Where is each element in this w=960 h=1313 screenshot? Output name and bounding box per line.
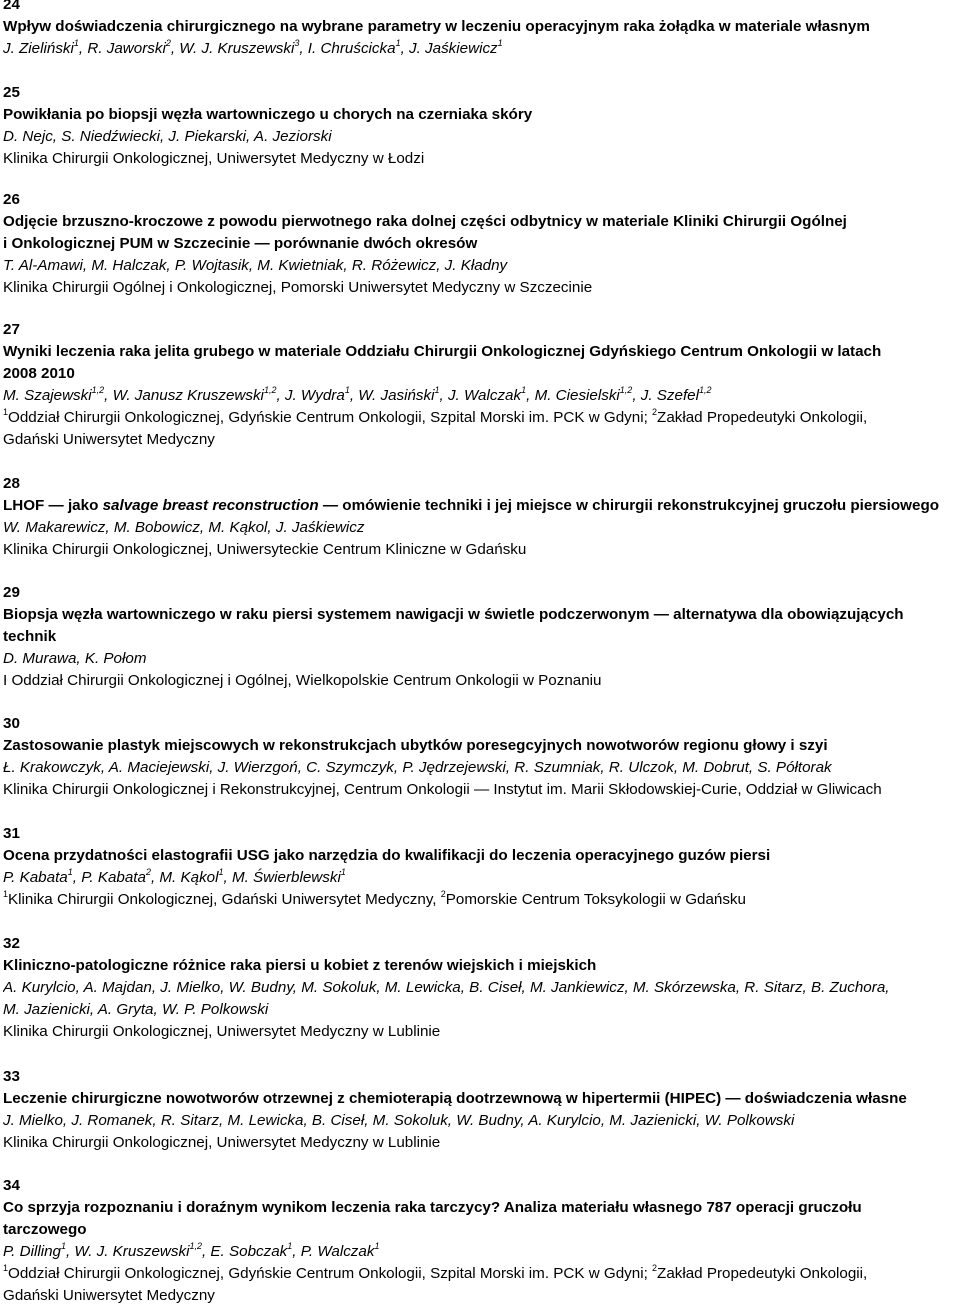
footnote-marker: 1	[3, 1263, 9, 1273]
text-segment: , W. J. Kruszewski	[65, 1243, 190, 1260]
footnote-marker: 1,2	[619, 385, 633, 395]
text-segment: Klinika Chirurgii Ogólnej i Onkologicznej, Pomorski Uniwersytet Medyczny w Szczecinie	[3, 279, 593, 296]
text-segment: J. Mielko, J. Romanek, R. Sitarz, M. Lewicka, B. Ciseł, M. Sokoluk, W. Budny, A. Kurylcio, M. Jazienicki, W. Polkowski	[3, 1112, 795, 1129]
abstract-affiliation	[3, 148, 958, 170]
footnote-marker: 1	[73, 38, 79, 48]
abstract-affiliation	[3, 429, 958, 451]
abstract-title: Odjęcie brzuszno-kroczowe z powodu pierwotnego raka dolnej części odbytnicy w materiale Kliniki Chirurgii Ogólnej	[3, 213, 847, 230]
footnote-marker: 1	[434, 385, 440, 395]
text-segment: Gdański Uniwersytet Medyczny	[3, 431, 215, 448]
abstract-number: 34	[3, 1177, 20, 1194]
abstract-affiliation	[3, 889, 958, 911]
abstract-entry	[3, 1066, 958, 1154]
abstract-affiliation	[3, 277, 958, 299]
footnote-marker: 1	[521, 385, 527, 395]
footnote-marker: 1	[3, 407, 9, 417]
abstract-entry	[3, 473, 958, 561]
footnote-marker: 1,2	[91, 385, 105, 395]
abstract-title: 2008 2010	[3, 365, 75, 382]
text-segment: , J. Szefel	[632, 387, 699, 404]
footnote-marker: 1	[67, 867, 73, 877]
footnote-marker: 3	[294, 38, 300, 48]
text-segment: Zakład Propedeutyki Onkologii,	[657, 1265, 868, 1282]
text-segment: Klinika Chirurgii Onkologicznej, Uniwersytet Medyczny w Łodzi	[3, 150, 425, 167]
abstract-title: Wyniki leczenia raka jelita grubego w materiale Oddziału Chirurgii Onkologicznej Gdyńskiego Centrum Onkologii w latach	[3, 343, 882, 360]
text-segment: D. Nejc, S. Niedźwiecki, J. Piekarski, A. Jeziorski	[3, 128, 332, 145]
footnote-marker: 1	[344, 385, 350, 395]
text-segment: P. Kabata	[3, 869, 68, 886]
abstract-number: 29	[3, 584, 20, 601]
footnote-marker: 1	[3, 889, 9, 899]
text-segment: Oddział Chirurgii Onkologicznej, Gdyńskie Centrum Onkologii, Szpital Morski im. PCK w Gdyni;	[8, 409, 653, 426]
text-segment: , R. Jaworski	[78, 40, 166, 57]
text-segment: Gdański Uniwersytet Medyczny	[3, 1287, 215, 1304]
text-segment: W. Makarewicz, M. Bobowicz, M. Kąkol, J. Jaśkiewicz	[3, 519, 365, 536]
text-segment: Oddział Chirurgii Onkologicznej, Gdyńskie Centrum Onkologii, Szpital Morski im. PCK w Gdyni;	[8, 1265, 653, 1282]
abstract-number: 27	[3, 321, 20, 338]
text-segment: Ł. Krakowczyk, A. Maciejewski, J. Wierzgoń, C. Szymczyk, P. Jędrzejewski, R. Szumniak, R. Ulczok, M. Dobrut, S. Półtorak	[3, 759, 832, 776]
abstract-title: Powikłania po biopsji węzła wartowniczego u chorych na czerniaka skóry	[3, 106, 533, 123]
abstract-affiliation	[3, 407, 958, 429]
abstract-entry	[3, 189, 958, 299]
abstract-authors	[3, 38, 958, 60]
footnote-marker: 1	[395, 38, 401, 48]
text-segment: , M. Ciesielski	[526, 387, 620, 404]
abstract-number: 25	[3, 84, 20, 101]
abstract-title: Wpływ doświadczenia chirurgicznego na wybrane parametry w leczeniu operacyjnym raka żołądka w materiale własnym	[3, 18, 870, 35]
abstract-title	[3, 495, 958, 517]
text-segment: , W. J. Kruszewski	[170, 40, 295, 57]
text-segment: , J. Walczak	[439, 387, 522, 404]
footnote-marker: 2	[145, 867, 151, 877]
abstract-affiliation	[3, 779, 958, 801]
abstract-title: technik	[3, 628, 57, 645]
text-segment: P. Dilling	[3, 1243, 61, 1260]
abstract-title: Biopsja węzła wartowniczego w raku piersi systemem nawigacji w świetle podczerwonym — alternatywa dla obowiązujących	[3, 606, 904, 623]
abstract-authors	[3, 126, 958, 148]
text-segment: Klinika Chirurgii Onkologicznej, Uniwersytet Medyczny w Lublinie	[3, 1023, 441, 1040]
text-segment: LHOF — jako	[3, 497, 103, 514]
footnote-marker: 2	[440, 889, 446, 899]
footnote-marker: 1,2	[263, 385, 277, 395]
footnote-marker: 1	[374, 1241, 380, 1251]
abstract-title: Ocena przydatności elastografii USG jako narzędzia do kwalifikacji do leczenia operacyjnego guzów piersi	[3, 847, 771, 864]
abstract-number: 30	[3, 715, 20, 732]
abstract-authors	[3, 999, 958, 1021]
footnote-marker: 1	[497, 38, 503, 48]
abstract-affiliation	[3, 1021, 958, 1043]
footnote-marker: 2	[652, 1263, 658, 1273]
abstract-entry	[3, 1175, 958, 1307]
footnote-marker: 1,2	[699, 385, 712, 395]
abstract-authors	[3, 385, 958, 407]
footnote-marker: 1	[218, 867, 224, 877]
text-segment: , E. Sobczak	[201, 1243, 288, 1260]
text-segment: , W. Jasiński	[349, 387, 435, 404]
abstract-title: i Onkologicznej PUM w Szczecinie — porównanie dwóch okresów	[3, 235, 478, 252]
abstract-title: Leczenie chirurgiczne nowotworów otrzewnej z chemioterapią dootrzewnową w hipertermii (HIPEC) — doświadczenia własne	[3, 1090, 907, 1107]
abstract-authors	[3, 1110, 958, 1132]
text-segment: , J. Jaśkiewicz	[400, 40, 498, 57]
abstract-affiliation	[3, 1285, 958, 1307]
abstract-entry	[3, 82, 958, 170]
abstract-affiliation	[3, 539, 958, 561]
abstract-authors	[3, 648, 958, 670]
text-segment: , M. Kąkol	[150, 869, 219, 886]
abstract-title: tarczowego	[3, 1221, 87, 1238]
text-segment: T. Al-Amawi, M. Halczak, P. Wojtasik, M. Kwietniak, R. Różewicz, J. Kładny	[3, 257, 508, 274]
abstract-title: Co sprzyja rozpoznaniu i doraźnym wynikom leczenia raka tarczycy? Analiza materiału własnego 787 operacji gruczołu	[3, 1199, 862, 1216]
abstract-title: Zastosowanie plastyk miejscowych w rekonstrukcjach ubytków poresegcyjnych nowotworów regionu głowy i szyi	[3, 737, 828, 754]
footnote-marker: 1	[287, 1241, 293, 1251]
footnote-marker: 1	[60, 1241, 66, 1251]
footnote-marker: 1,2	[189, 1241, 202, 1251]
abstract-title: Kliniczno-patologiczne różnice raka piersi u kobiet z terenów wiejskich i miejskich	[3, 957, 597, 974]
text-segment: Klinika Chirurgii Onkologicznej i Rekonstrukcyjnej, Centrum Onkologii — Instytut im. Marii Skłodowskiej-Curie, Oddział w Gliwicach	[3, 781, 882, 798]
abstract-entry	[3, 319, 958, 451]
text-segment: — omówienie techniki i jej miejsce w chirurgii rekonstrukcyjnej gruczołu piersiowego	[318, 497, 939, 514]
text-segment: M. Jazienicki, A. Gryta, W. P. Polkowski	[3, 1001, 269, 1018]
abstract-authors	[3, 517, 958, 539]
text-segment: , J. Wydra	[276, 387, 345, 404]
abstract-entry	[3, 823, 958, 911]
text-segment: M. Szajewski	[3, 387, 92, 404]
text-segment: , M. Świerblewski	[223, 869, 341, 886]
text-segment: A. Kurylcio, A. Majdan, J. Mielko, W. Budny, M. Sokoluk, M. Lewicka, B. Ciseł, M. Jankiewicz, M. Skórzewska, R. Sitarz, B. Zuchora,	[3, 979, 890, 996]
text-segment: , W. Janusz Kruszewski	[104, 387, 264, 404]
abstract-number: 31	[3, 825, 20, 842]
text-segment: Klinika Chirurgii Onkologicznej, Uniwersytet Medyczny w Lublinie	[3, 1134, 441, 1151]
abstract-number: 24	[3, 0, 20, 13]
abstract-authors	[3, 867, 958, 889]
text-segment: Pomorskie Centrum Toksykologii w Gdańsku	[445, 891, 746, 908]
text-segment: Zakład Propedeutyki Onkologii,	[657, 409, 868, 426]
abstract-number: 32	[3, 935, 20, 952]
abstract-affiliation	[3, 1132, 958, 1154]
text-segment: Klinika Chirurgii Onkologicznej, Uniwersyteckie Centrum Kliniczne w Gdańsku	[3, 541, 527, 558]
abstract-entry	[3, 713, 958, 801]
abstract-entry	[3, 933, 958, 1043]
abstract-authors	[3, 1241, 958, 1263]
abstract-entry	[3, 582, 958, 692]
text-segment: J. Zieliński	[3, 40, 74, 57]
abstract-authors	[3, 255, 958, 277]
footnote-marker: 2	[165, 38, 171, 48]
text-segment: D. Murawa, K. Połom	[3, 650, 147, 667]
abstract-number: 28	[3, 475, 20, 492]
abstract-number: 33	[3, 1068, 20, 1085]
abstract-authors	[3, 977, 958, 999]
abstract-affiliation	[3, 670, 958, 692]
text-segment: , P. Walczak	[292, 1243, 375, 1260]
text-segment: , I. Chruścicka	[299, 40, 396, 57]
abstract-entry	[3, 0, 958, 60]
footnote-marker: 1	[340, 867, 346, 877]
abstract-affiliation	[3, 1263, 958, 1285]
italic-phrase: salvage breast reconstruction	[102, 497, 319, 514]
text-segment: I Oddział Chirurgii Onkologicznej i Ogólnej, Wielkopolskie Centrum Onkologii w Poznaniu	[3, 672, 602, 689]
footnote-marker: 2	[652, 407, 658, 417]
abstract-number: 26	[3, 191, 20, 208]
abstract-authors	[3, 757, 958, 779]
text-segment: Klinika Chirurgii Onkologicznej, Gdański Uniwersytet Medyczny,	[8, 891, 441, 908]
text-segment: , P. Kabata	[72, 869, 146, 886]
